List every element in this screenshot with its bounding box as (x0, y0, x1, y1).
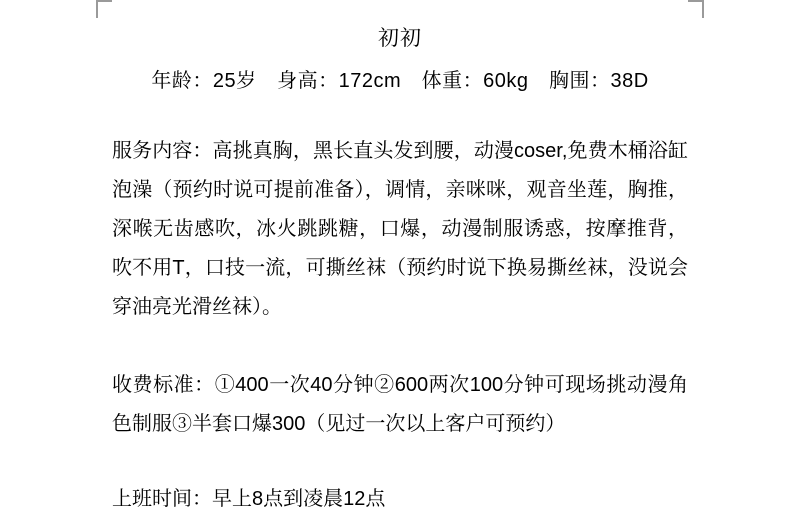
document-title: 初初 (378, 27, 422, 50)
services-paragraph: 服务内容：高挑真胸，黑长直头发到腰，动漫coser,免费木桶浴缸泡澡（预约时说可提前准备），调情，亲咪咪，观音坐莲，胸推，深喉无齿感吹，冰火跳跳糖，口爆，动漫制服诱惑，按摩推背，吹不用T，口技一流，可撕丝袜（预约时说下换易撕丝袜，没说会穿油亮光滑丝袜）。 (112, 140, 688, 318)
hours-paragraph-clipped (112, 480, 688, 510)
pricing-paragraph: 收费标准：①400一次40分钟②600两次100分钟可现场挑动漫角色制服③半套口爆300（见过一次以上客户可预约） (112, 374, 688, 435)
profile-stats-line: 年龄：25岁 身高：172cm 体重：60kg 胸围：38D (151, 70, 649, 92)
hours-paragraph-text: 上班时间：早上8点到凌晨12点 (112, 488, 386, 510)
